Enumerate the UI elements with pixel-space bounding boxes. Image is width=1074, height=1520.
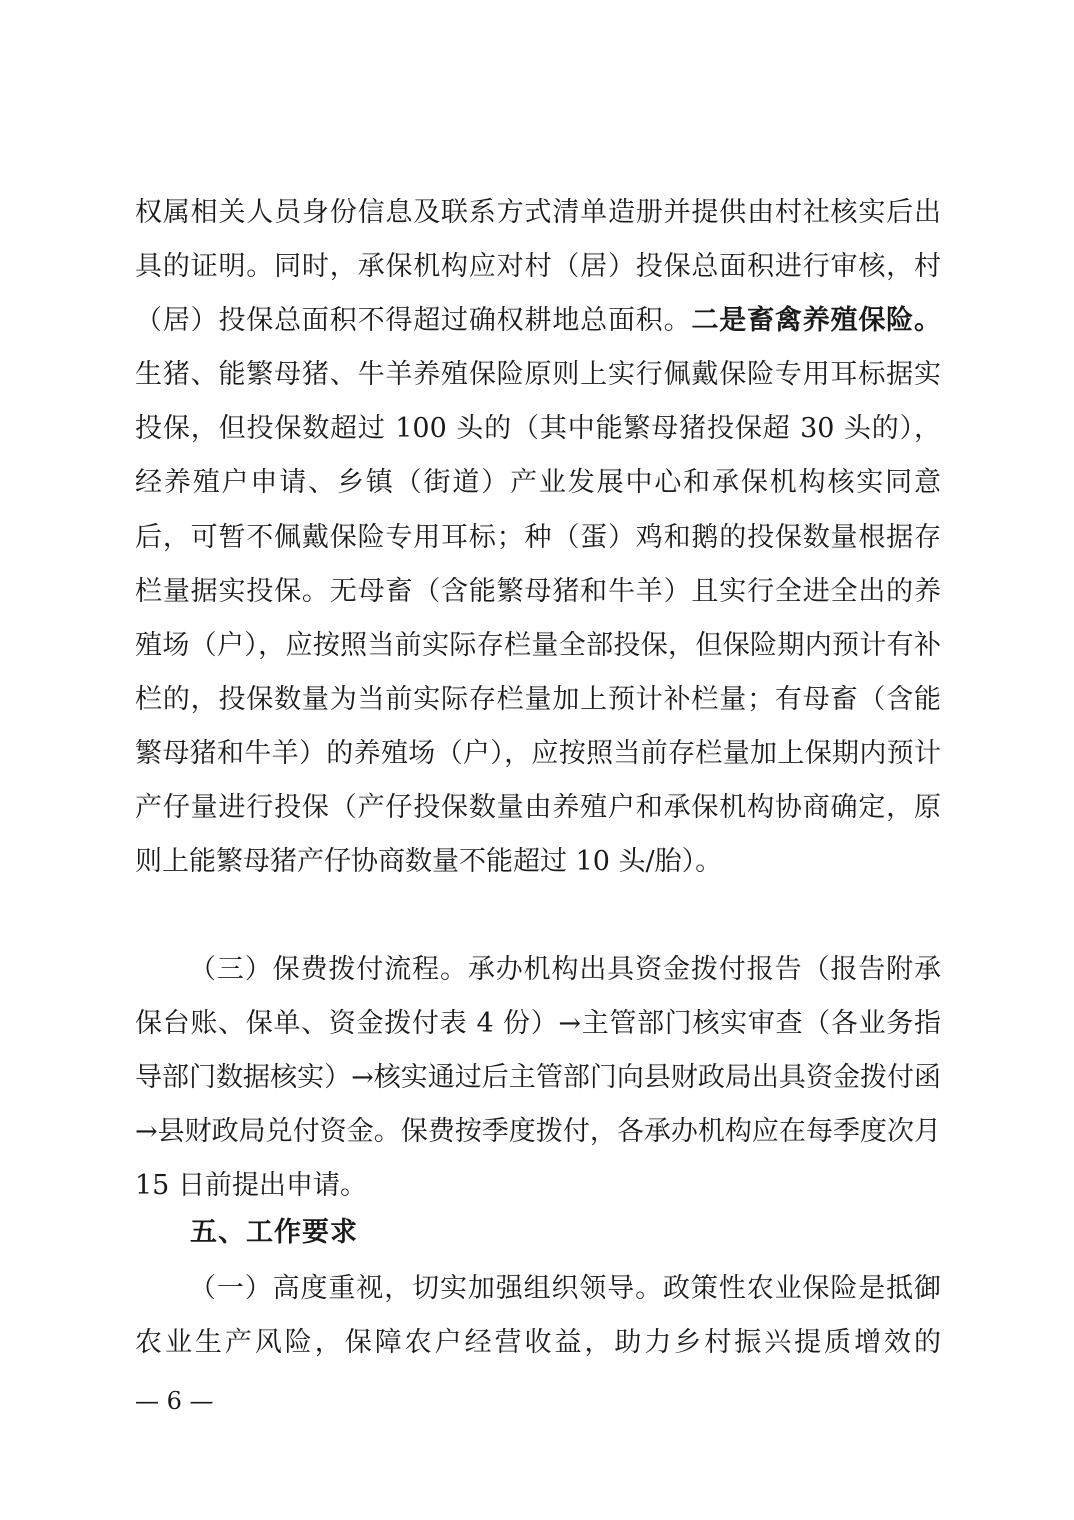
premium-payment-text: （三）保费拨付流程。承办机构出具资金拨付报告（报告附承保台账、保单、资金拨付表 4 份）→主管部门核实审查（各业务指导部门数据核实）→核实通过后主管部门向县财政局出具资金拨付函→县财政局兑付资金。保费按季度拨付，各承办机构应在每季度次月 15 日前提出申请。 — [135, 954, 941, 1202]
paragraph-livestock-insurance — [135, 186, 941, 889]
section-heading: 五、工作要求 — [190, 1217, 358, 1248]
paragraph-rest-text: 生猪、能繁母猪、牛羊养殖保险原则上实行佩戴保险专用耳标据实投保，但投保数超过 100 头的（其中能繁母猪投保超 30 头的），经养殖户申请、乡镇（街道）产业发展中心和承保机构核实同意后，可暂不佩戴保险专用耳标；种（蛋）鸡和鹅的投保数量根据存栏量据实投保。无母畜（含能繁母猪和牛羊）且实行全进全出的养殖场（户），应按照当前实际存栏量全部投保，但保险期内预计有补栏的，投保数量为当前实际存栏量加上预计补栏量；有母畜（含能繁母猪和牛羊）的养殖场（户），应按照当前存栏量加上保期内预计产仔量进行投保（产仔投保数量由养殖户和承保机构协商确定，原则上能繁母猪产仔协商数量不能超过 10 头/胎）。 — [135, 359, 941, 878]
paragraph-premium-payment-process — [135, 943, 941, 1213]
page-number: — 6 — — [135, 1387, 214, 1415]
paragraph-lead-text: 权属相关人员身份信息及联系方式清单造册并提供由村社核实后出具的证明。同时，承保机构应对村（居）投保总面积进行审核，村（居）投保总面积不得超过确权耕地总面积。 — [135, 197, 941, 337]
livestock-insurance-label: 二是畜禽养殖保险。 — [691, 305, 942, 337]
paragraph-work-requirements — [135, 1262, 941, 1370]
work-requirements-text: （一）高度重视，切实加强组织领导。政策性农业保险是抵御农业生产风险，保障农户经营收益，助力乡村振兴提质增效的 — [135, 1273, 941, 1359]
